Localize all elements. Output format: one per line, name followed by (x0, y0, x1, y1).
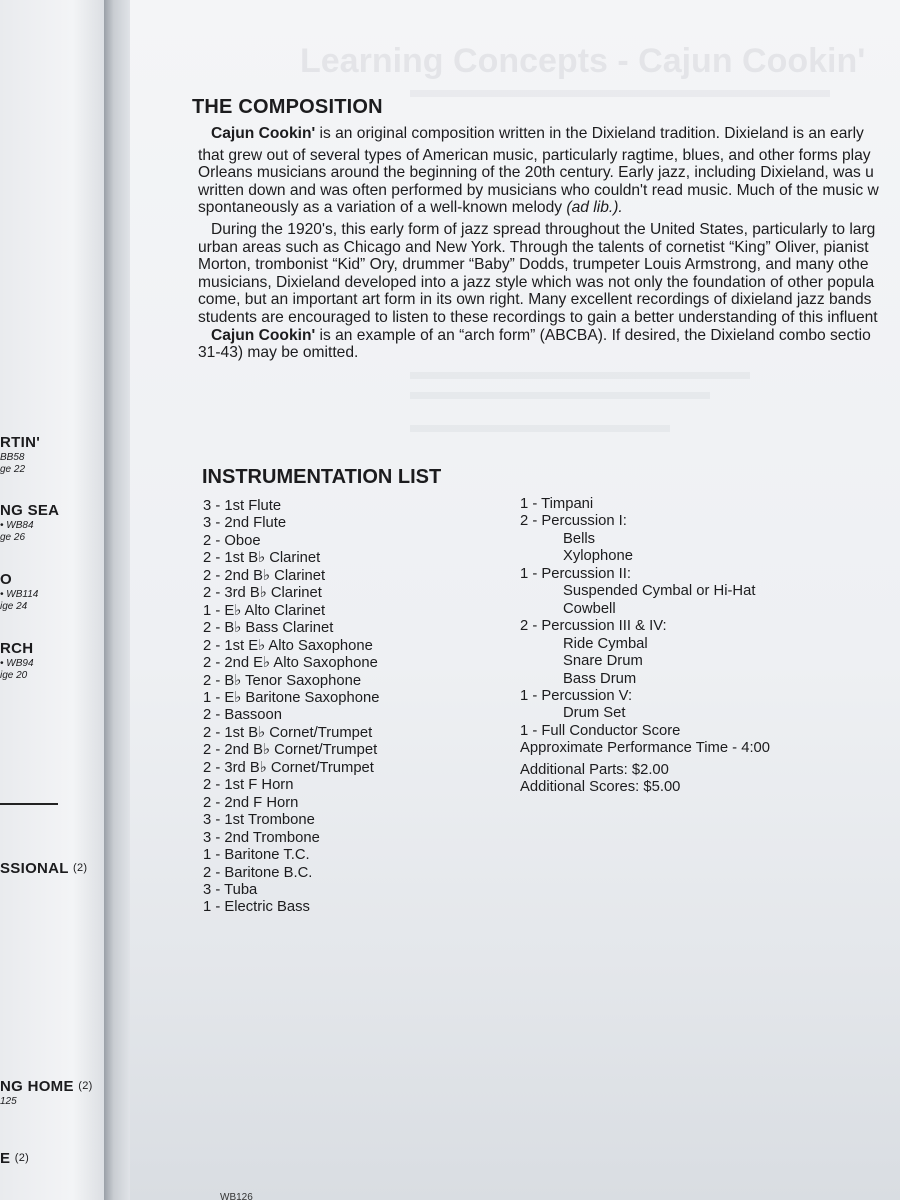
instrument-row: Additional Scores: $5.00 (520, 779, 681, 796)
instrument-row: Approximate Performance Time - 4:00 (520, 740, 771, 757)
main-page (130, 0, 900, 1200)
instrument-row: 1 - Percussion II: (520, 565, 632, 582)
instrument-row: 1 - Percussion V: (520, 687, 633, 704)
instrument-sub-row: Suspended Cymbal or Hi-Hat (563, 583, 756, 600)
paragraph: Cajun Cookin' is an original composition written in the Dixieland tradition. Dixieland is an early (211, 125, 864, 142)
instrument-row: Additional Parts: $2.00 (520, 761, 669, 778)
instrument-row: 1 - E♭ Baritone Saxophone (203, 689, 380, 706)
instrument-row: 3 - Tuba (203, 881, 258, 898)
paragraph-line: spontaneously as a variation of a well-known melody (ad lib.). (198, 199, 623, 217)
instrument-row: 1 - E♭ Alto Clarinet (203, 602, 326, 619)
paragraph-line: that grew out of several types of American music, particularly ragtime, blues, and other forms play (198, 146, 871, 164)
composition-text (198, 125, 900, 362)
instrument-row: 1 - Electric Bass (203, 899, 310, 916)
left-stub-7: E (2) (0, 1150, 30, 1167)
instrument-sub-row: Snare Drum (563, 653, 643, 670)
paragraph-line: Morton, trombonist “Kid” Ory, drummer “Baby” Dodds, trumpeter Louis Armstrong, and many othe (198, 256, 869, 274)
paragraph-line: musicians, Dixieland developed into a jazz style which was not only the foundation of other popula (198, 273, 875, 291)
instrument-sub-row: Drum Set (563, 705, 626, 722)
left-divider (0, 803, 58, 805)
instrumentation-heading: INSTRUMENTATION LIST (202, 466, 442, 488)
left-stub-2: NG SEA • WB84 ge 26 (0, 502, 60, 543)
paragraph-line: come, but an important art form in its own right. Many excellent recordings of dixieland jazz bands (198, 291, 872, 309)
instrument-sub-row: Bells (563, 530, 596, 547)
instrument-row: 1 - Baritone T.C. (203, 847, 310, 864)
show-through-line (410, 425, 670, 432)
instrument-row: 2 - 1st E♭ Alto Saxophone (203, 637, 373, 654)
instrument-row: 2 - B♭ Bass Clarinet (203, 620, 334, 637)
paragraph-line: 31-43) may be omitted. (198, 344, 359, 362)
left-stub-6: NG HOME (2) 125 (0, 1078, 93, 1107)
paragraph-line: Orleans musicians around the beginning of the 20th century. Early jazz, including Dixieland, was u (198, 164, 874, 182)
instrument-row: 2 - B♭ Tenor Saxophone (203, 672, 362, 689)
left-stub-5: SSIONAL (2) (0, 860, 88, 877)
instrument-row: 3 - 2nd Trombone (203, 829, 320, 846)
instrument-row: 2 - Percussion III & IV: (520, 618, 667, 635)
left-stub-1: RTIN' BB58 ge 22 (0, 434, 41, 475)
left-page-edge (0, 0, 104, 1200)
instrument-row: 2 - Oboe (203, 532, 261, 549)
instrument-row: 2 - 1st B♭ Cornet/Trumpet (203, 724, 373, 741)
instrument-sub-row: Cowbell (563, 600, 616, 617)
instrument-sub-row: Bass Drum (563, 670, 637, 687)
instrument-row: 2 - 3rd B♭ Clarinet (203, 585, 322, 602)
paragraph-line: written down and was often performed by musicians who couldn't read music. Much of the music w (198, 181, 879, 199)
paragraph-line: students are encouraged to listen to these recordings to gain a better understanding of this influent (198, 308, 878, 326)
paragraph-line: urban areas such as Chicago and New York. Through the talents of cornetist “King” Oliver, pianist (198, 238, 869, 256)
show-through-line (410, 372, 750, 379)
show-through-line (410, 392, 710, 399)
instrument-row: 2 - Bassoon (203, 707, 282, 724)
instrument-row: 2 - 2nd E♭ Alto Saxophone (203, 655, 378, 672)
instrument-row: 2 - 2nd F Horn (203, 794, 299, 811)
show-through-line (410, 90, 830, 97)
composition-heading: THE COMPOSITION (192, 96, 383, 118)
instrument-row: 2 - Percussion I: (520, 513, 627, 530)
book-binding (104, 0, 132, 1200)
instrument-row: 3 - 1st Trombone (203, 812, 315, 829)
instrument-sub-row: Ride Cymbal (563, 635, 648, 652)
instrument-list-right (520, 496, 770, 797)
paragraph-line: Cajun Cookin' is an example of an “arch form” (ABCBA). If desired, the Dixieland combo sectio (211, 326, 871, 344)
instrument-row: 2 - 2nd B♭ Cornet/Trumpet (203, 742, 378, 759)
left-stub-3: O • WB114 ige 24 (0, 571, 39, 612)
instrument-row: 2 - 2nd B♭ Clarinet (203, 567, 326, 584)
instrument-row: 2 - 1st F Horn (203, 777, 294, 794)
catalog-code: WB126 (220, 1192, 253, 1200)
instrument-sub-row: Xylophone (563, 548, 633, 565)
instrument-row: 2 - Baritone B.C. (203, 864, 313, 881)
instrument-row: 2 - 1st B♭ Clarinet (203, 550, 321, 567)
show-through-title: Learning Concepts - Cajun Cookin' (300, 42, 866, 80)
instrument-row: 1 - Full Conductor Score (520, 722, 681, 739)
instrument-row: 2 - 3rd B♭ Cornet/Trumpet (203, 759, 374, 776)
paragraph-line: During the 1920's, this early form of jazz spread throughout the United States, particularly to larg (211, 220, 876, 238)
instrument-row: 3 - 1st Flute (203, 498, 282, 514)
left-stub-4: RCH • WB94 ige 20 (0, 640, 34, 681)
instrument-list-left (203, 498, 379, 917)
instrument-row: 3 - 2nd Flute (203, 515, 287, 532)
instrument-row: 1 - Timpani (520, 496, 594, 512)
